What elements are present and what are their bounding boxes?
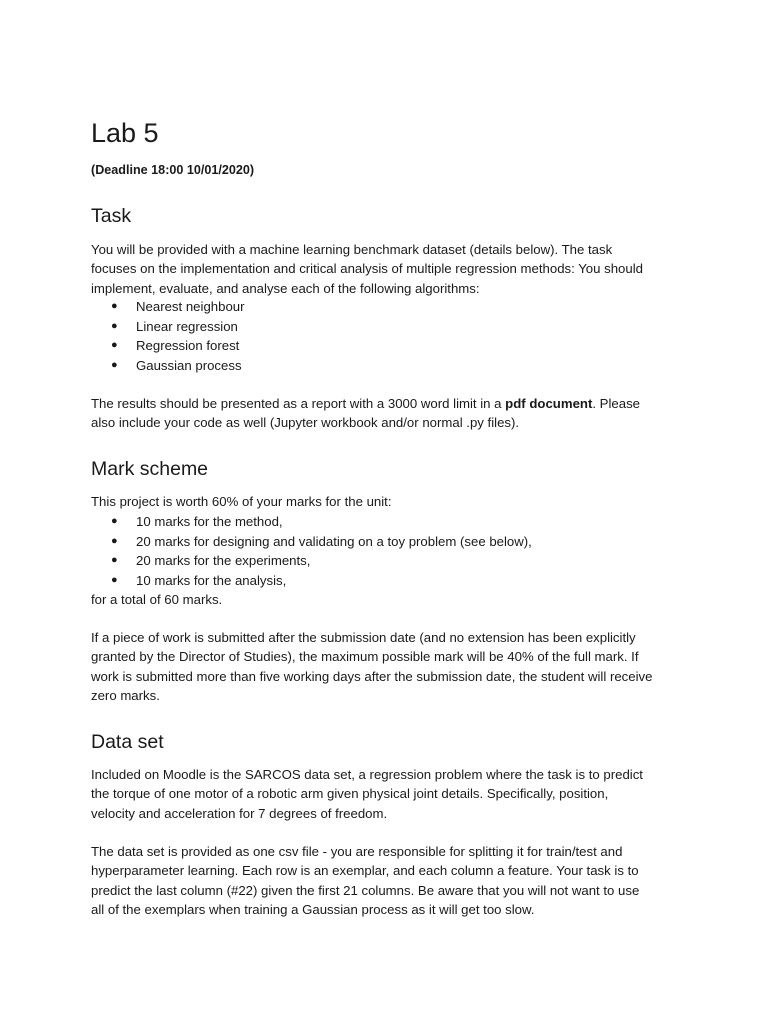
- bullet-icon: ●: [111, 515, 118, 527]
- list-item-text: 20 marks for the experiments,: [136, 553, 311, 569]
- list-item: [91, 317, 691, 337]
- list-item-text: Gaussian process: [136, 357, 242, 373]
- results-text: The results should be presented as a report with a 3000 word limit in a: [91, 396, 506, 411]
- list-item: [91, 297, 691, 317]
- results-text: . Please: [592, 396, 641, 411]
- results-paragraph: [91, 394, 691, 433]
- list-item-text: 10 marks for the analysis,: [136, 572, 287, 588]
- bullet-icon: ●: [111, 554, 118, 567]
- list-item-text: Regression forest: [136, 338, 240, 354]
- list-item-text: 10 marks for the method,: [136, 514, 283, 529]
- task-intro-line: focuses on the implementation and critical analysis of multiple regression methods: You should: [91, 261, 643, 277]
- data-set-line: Included on Moodle is the SARCOS data set, a regression problem where the task is to predict: [91, 767, 643, 782]
- bullet-icon: ●: [111, 358, 118, 371]
- list-item: [91, 512, 691, 532]
- list-item: [91, 356, 691, 376]
- mark-total-line: for a total of 60 marks.: [91, 592, 223, 607]
- bullet-icon: ●: [111, 339, 118, 352]
- data-set-line: the torque of one motor of a robotic arm given physical joint details. Specifically, position,: [91, 786, 609, 802]
- data-set-line: predict the last column (#22) given the first 21 columns. Be aware that you will not want to use: [91, 882, 640, 898]
- page-title: Lab 5: [91, 118, 159, 148]
- bullet-icon: ●: [111, 300, 118, 312]
- mark-list: [91, 512, 691, 590]
- list-item-text: Nearest neighbour: [136, 299, 245, 314]
- late-policy-paragraph: [91, 628, 691, 706]
- data-set-line: hyperparameter learning. Each row is an exemplar, and each column a feature. Your task is to: [91, 863, 639, 879]
- pdf-document-emphasis: pdf document: [505, 396, 593, 411]
- mark-scheme-intro: [91, 492, 691, 511]
- results-line: [91, 394, 691, 413]
- list-item: [91, 571, 691, 591]
- data-set-paragraph-1: [91, 765, 691, 823]
- late-policy-line: If a piece of work is submitted after the submission date (and no extension has been explicitly: [91, 630, 636, 645]
- late-policy-line: work is submitted more than five working days after the submission date, the student will receive: [91, 668, 653, 684]
- mark-scheme-intro-line: This project is worth 60% of your marks for the unit:: [91, 494, 392, 509]
- bullet-icon: ●: [111, 319, 118, 332]
- bullet-icon: ●: [111, 573, 118, 586]
- late-policy-line: granted by the Director of Studies), the maximum possible mark will be 40% of the full mark. If: [91, 649, 639, 665]
- late-policy-line: zero marks.: [91, 688, 160, 704]
- bullet-icon: ●: [111, 534, 118, 547]
- data-set-line: all of the exemplars when training a Gaussian process as it will get too slow.: [91, 902, 535, 918]
- data-set-line: The data set is provided as one csv file - you are responsible for splitting it for train/test and: [91, 844, 623, 859]
- list-item-text: Linear regression: [136, 318, 238, 334]
- task-intro-line: implement, evaluate, and analyse each of the following algorithms:: [91, 280, 480, 296]
- task-heading: Task: [91, 205, 132, 227]
- data-set-paragraph-2: [91, 842, 691, 920]
- algorithm-list: [91, 297, 691, 375]
- list-item: [91, 551, 691, 571]
- mark-total: [91, 590, 691, 609]
- task-intro: [91, 240, 691, 298]
- data-set-heading: Data set: [91, 731, 164, 753]
- mark-scheme-heading: Mark scheme: [91, 458, 209, 480]
- list-item-text: 20 marks for designing and validating on a toy problem (see below),: [136, 533, 532, 549]
- list-item: [91, 336, 691, 356]
- list-item: [91, 532, 691, 552]
- data-set-line: velocity and acceleration for 7 degrees of freedom.: [91, 805, 388, 821]
- task-intro-line: You will be provided with a machine learning benchmark dataset (details below). The task: [91, 242, 613, 257]
- deadline-text: (Deadline 18:00 10/01/2020): [91, 163, 255, 177]
- results-line: also include your code as well (Jupyter workbook and/or normal .py files).: [91, 415, 520, 431]
